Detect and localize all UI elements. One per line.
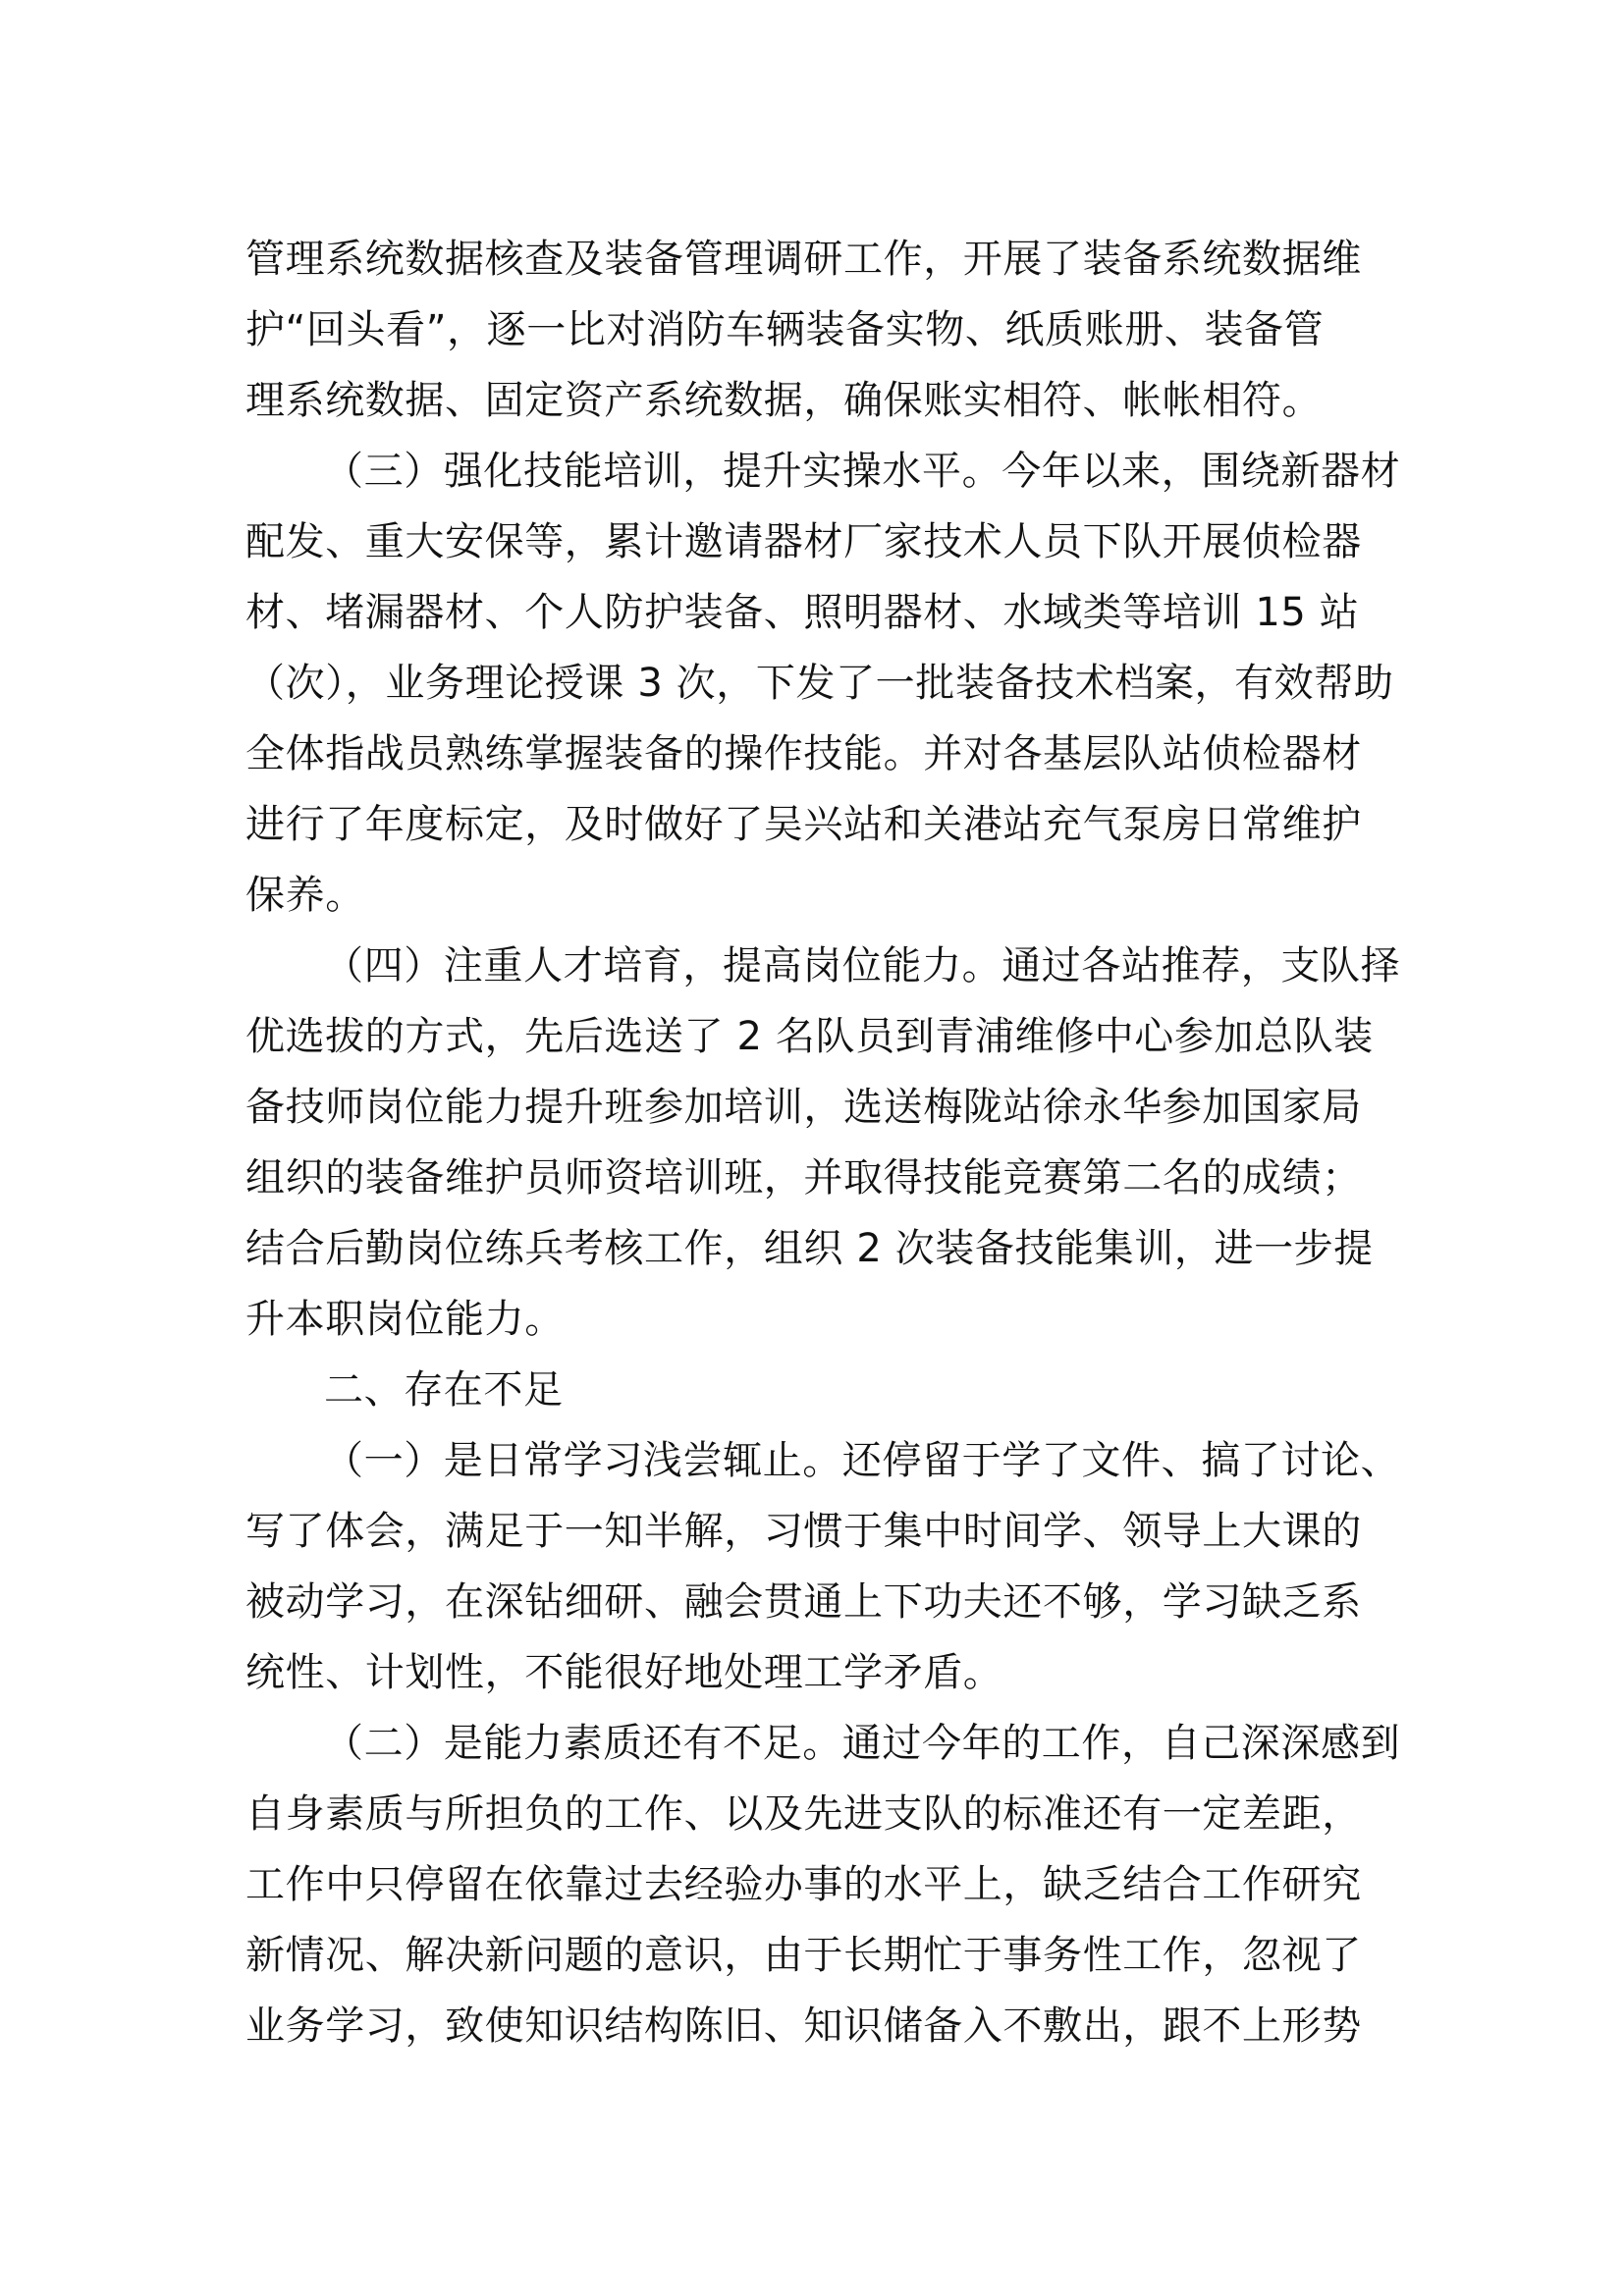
text-line-25: 新情况、解决新问题的意识，由于长期忙于事务性工作，忽视了 [245,1933,1362,1978]
text-line-12: 优选拔的方式，先后选送了 2 名队员到青浦维修中心参加总队装 [245,1014,1374,1059]
text-line-5: 配发、重大安保等，累计邀请器材厂家技术人员下队开展侦检器 [245,519,1362,564]
text-line-2: 护“回头看”，逐一比对消防车辆装备实物、纸质账册、装备管 [245,307,1325,352]
text-line-10: 保养。 [245,873,365,918]
section-heading-shortcomings: 二、存在不足 [324,1367,564,1413]
section-heading-three: （三）强化技能培训，提升实操水平。今年以来，围绕新器材 [324,449,1401,494]
text-line-16: 升本职岗位能力。 [245,1297,565,1342]
section-heading-four: （四）注重人才培育，提高岗位能力。通过各站推荐，支队择 [324,943,1401,988]
text-line-3: 理系统数据、固定资产系统数据，确保账实相符、帐帐相符。 [245,378,1323,423]
text-line-24: 工作中只停留在依靠过去经验办事的水平上，缺乏结合工作研究 [245,1862,1362,1907]
subsection-heading-two: （二）是能力素质还有不足。通过今年的工作，自己深深感到 [324,1721,1401,1766]
text-line-23: 自身素质与所担负的工作、以及先进支队的标准还有一定差距， [245,1791,1362,1837]
text-line-21: 统性、计划性，不能很好地处理工学矛盾。 [245,1650,1003,1695]
text-line-26: 业务学习，致使知识结构陈旧、知识储备入不敷出，跟不上形势 [245,2003,1362,2049]
text-line-1: 管理系统数据核查及装备管理调研工作，开展了装备系统数据维 [245,237,1362,282]
text-line-14: 组织的装备维护员师资培训班，并取得技能竞赛第二名的成绩； [245,1155,1362,1201]
text-line-20: 被动学习，在深钻细研、融会贯通上下功夫还不够，学习缺乏系 [245,1579,1362,1625]
text-line-6: 材、堵漏器材、个人防护装备、照明器材、水域类等培训 15 站 [245,590,1360,635]
text-line-7: （次），业务理论授课 3 次，下发了一批装备技术档案，有效帮助 [245,661,1394,706]
text-line-8: 全体指战员熟练掌握装备的操作技能。并对各基层队站侦检器材 [245,731,1362,776]
text-line-19: 写了体会，满足于一知半解，习惯于集中时间学、领导上大课的 [245,1509,1362,1554]
document-body [245,224,1401,2061]
text-line-15: 结合后勤岗位练兵考核工作，组织 2 次装备技能集训，进一步提 [245,1226,1374,1271]
text-line-13: 备技师岗位能力提升班参加培训，选送梅陇站徐永华参加国家局 [245,1085,1362,1130]
subsection-heading-one: （一）是日常学习浅尝辄止。还停留于学了文件、搞了讨论、 [324,1438,1401,1483]
text-line-9: 进行了年度标定，及时做好了吴兴站和关港站充气泵房日常维护 [245,802,1362,847]
